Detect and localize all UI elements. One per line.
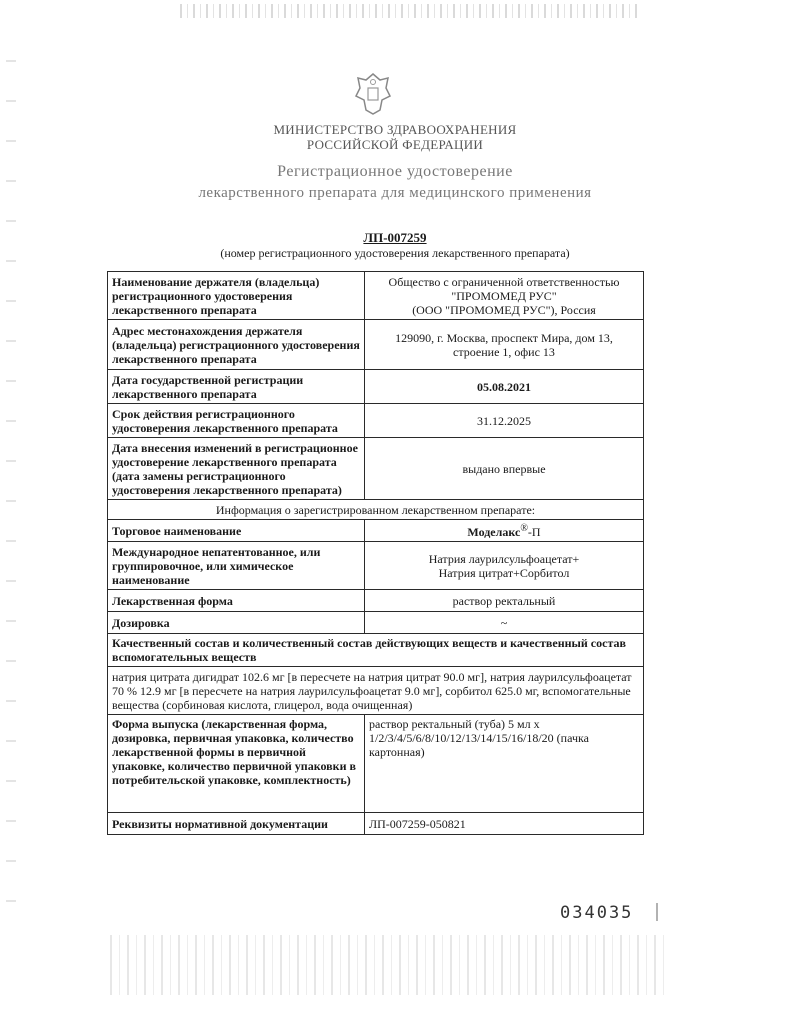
- docs-label: Реквизиты нормативной документации: [108, 813, 365, 835]
- changes-value: выдано впервые: [365, 438, 644, 500]
- address-label: Адрес местонахождения держателя (владельца) регистрационного удостоверения лекарственного препарата: [108, 320, 365, 370]
- holder-value: [365, 272, 644, 320]
- holder-value-line2: "ПРОМОМЕД РУС": [451, 288, 557, 303]
- dosage-row: [108, 612, 644, 634]
- address-row: [108, 320, 644, 370]
- inn-value: [365, 542, 644, 590]
- ministry-name-line1: МИНИСТЕРСТВО ЗДРАВООХРАНЕНИЯ: [273, 122, 517, 137]
- inn-value-line2: Натрия цитрат+Сорбитол: [438, 565, 570, 580]
- release-form-value: раствор ректальный (туба) 5 мл x 1/2/3/4/5/6/8/10/12/13/14/15/16/18/20 (пачка картонная): [365, 715, 644, 813]
- registration-number-caption: (номер регистрационного удостоверения лекарственного препарата): [220, 246, 570, 260]
- composition-row: [108, 667, 644, 715]
- certificate-subtitle: лекарственного препарата для медицинского применения: [198, 185, 592, 201]
- holder-row: [108, 272, 644, 320]
- scan-noise-top: [180, 4, 640, 18]
- address-value-line2: строение 1, офис 13: [453, 344, 555, 359]
- trade-name-cell: [365, 520, 644, 542]
- docs-value: ЛП-007259-050821: [365, 813, 644, 835]
- certificate-table: [107, 271, 644, 835]
- composition-text: натрия цитрата дигидрат 102.6 мг [в пересчете на натрия цитрат 90.0 мг], натрия лаурилсульфоацетат 70 % 12.9 мг [в пересчете на натрия лаурилсульфоацетат 9.0 мг], сорбитол 625.0 мг, вспомогательные вещества (сорбиновая кислота, глицерол, вода очищенная): [108, 667, 644, 715]
- trade-name-label: Торговое наименование: [108, 520, 365, 542]
- release-form-label: Форма выпуска (лекарственная форма, дозировка, первичная упаковка, количество лекарственной формы в первичной упаковке, количество первичной упаковки в потребительской упаковке, комплектность): [108, 715, 365, 813]
- inn-label: Международное непатентованное, или группировочное, или химическое наименование: [108, 542, 365, 590]
- dosage-form-label: Лекарственная форма: [108, 590, 365, 612]
- address-value: [365, 320, 644, 370]
- coat-of-arms-icon: [350, 70, 396, 118]
- trade-name-registered-mark: ®: [520, 523, 528, 534]
- scan-mark: [656, 903, 658, 921]
- release-form-row: [108, 715, 644, 813]
- info-heading: Информация о зарегистрированном лекарственном препарате:: [108, 500, 644, 520]
- validity-value: 31.12.2025: [365, 404, 644, 438]
- trade-name-suffix: -П: [527, 525, 541, 539]
- form-serial-number: 034035: [560, 903, 634, 923]
- regdate-value: 05.08.2021: [477, 379, 531, 394]
- changes-row: [108, 438, 644, 500]
- info-heading-row: [108, 500, 644, 520]
- changes-label: Дата внесения изменений в регистрационное удостоверение лекарственного препарата (дата замены регистрационного удостоверения лекарственного препарата): [108, 438, 365, 500]
- scan-noise-left: [6, 60, 16, 940]
- regdate-row: [108, 370, 644, 404]
- address-value-line1: 129090, г. Москва, проспект Мира, дом 13,: [395, 330, 613, 345]
- composition-heading: Качественный состав и количественный состав действующих веществ и качественный состав вспомогательных веществ: [108, 634, 644, 667]
- inn-value-line1: Натрия лаурилсульфоацетат+: [428, 551, 580, 566]
- regdate-cell: [365, 370, 644, 404]
- dosage-label: Дозировка: [108, 612, 365, 634]
- validity-row: [108, 404, 644, 438]
- scan-noise-bottom: [110, 935, 670, 995]
- holder-value-line3: (ООО "ПРОМОМЕД РУС"), Россия: [412, 302, 596, 317]
- certificate-title: Регистрационное удостоверение: [277, 163, 513, 180]
- dosage-form-value: раствор ректальный: [365, 590, 644, 612]
- trade-name-value: Моделакс: [467, 525, 521, 539]
- dosage-value: ~: [365, 612, 644, 634]
- docs-row: [108, 813, 644, 835]
- holder-value-line1: Общество с ограниченной ответственностью: [388, 274, 620, 289]
- registration-number: ЛП-007259: [363, 230, 427, 245]
- trade-name-row: [108, 520, 644, 542]
- regdate-label: Дата государственной регистрации лекарственного препарата: [108, 370, 365, 404]
- holder-label: Наименование держателя (владельца) регистрационного удостоверения лекарственного препарата: [108, 272, 365, 320]
- inn-row: [108, 542, 644, 590]
- ministry-name-line2: РОССИЙСКОЙ ФЕДЕРАЦИИ: [306, 137, 484, 152]
- validity-label: Срок действия регистрационного удостоверения лекарственного препарата: [108, 404, 365, 438]
- composition-heading-row: [108, 634, 644, 667]
- dosage-form-row: [108, 590, 644, 612]
